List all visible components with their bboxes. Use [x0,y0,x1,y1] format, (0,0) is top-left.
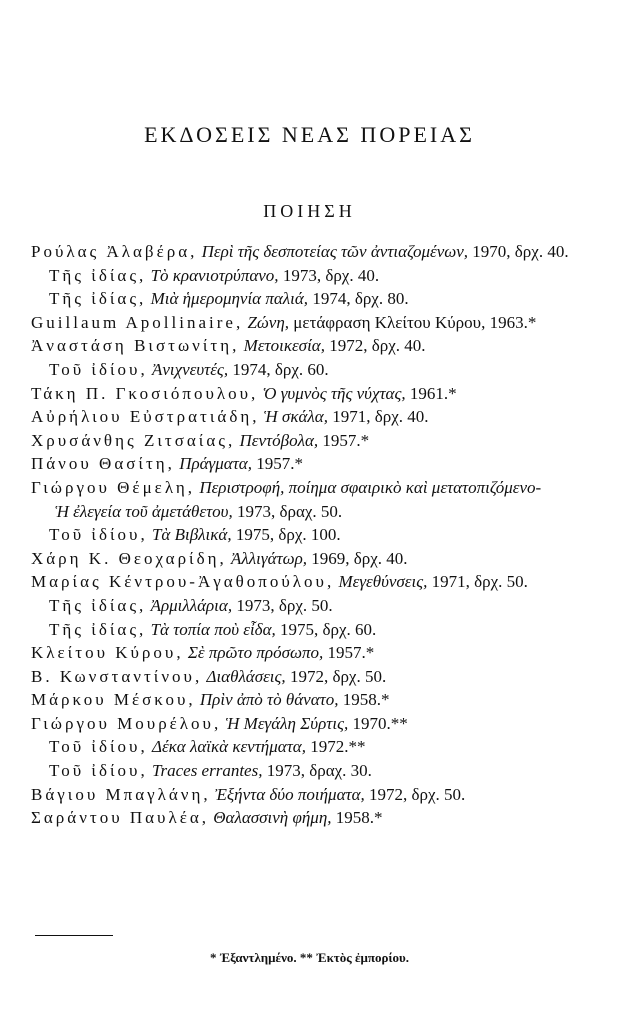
book-title: Μεγεθύνσεις, [338,572,428,592]
list-item [31,547,596,571]
author-name: Χρυσάνθης Ζιτσαίας, [31,430,236,450]
book-title: Μιὰ ἡμερομηνία παλιά, [150,289,309,309]
book-details: 1961.* [405,383,457,403]
book-title: Traces errantes, [151,761,263,781]
book-details: 1971, δρχ. 40. [327,407,429,427]
list-item [31,382,596,406]
list-item [31,783,596,807]
book-details: 1958.* [331,808,383,828]
book-title: Σὲ πρῶτο πρόσωπο, [187,643,324,663]
book-details: 1974, δρχ. 80. [308,289,409,309]
book-title: Πράγματα, [179,454,252,474]
author-name: Κλείτου Κύρου, [31,643,184,663]
list-item [31,240,596,264]
list-item [31,452,596,476]
author-name: Τοῦ ἰδίου, [49,761,148,781]
book-details: 1969, δρχ. 40. [307,548,408,568]
author-name: Βάγιου Μπαγλάνη, [31,784,211,804]
book-title: Περὶ τῆς δεσποτείας τῶν ἀντιαζομένων, [201,242,469,261]
book-details: 1972.** [305,737,366,757]
list-item [31,759,596,783]
book-title: Ὁ γυμνὸς τῆς νύχτας, [262,383,406,403]
book-details: 1972, δρχ. 40. [324,336,426,356]
author-name: Γιώργου Θέμελη, [31,477,196,497]
list-item [31,618,596,642]
book-details: 1957.* [251,454,303,474]
author-name: Τῆς ἰδίας, [49,595,147,615]
list-item [31,500,596,524]
author-name: Τῆς ἰδίας, [49,289,147,309]
book-details: 1975, δρχ. 100. [231,525,341,545]
list-item [31,476,596,500]
list-item [31,429,596,453]
book-details: 1970, δρχ. 40. [468,242,569,261]
list-item [31,641,596,665]
list-item [31,594,596,618]
list-item [31,334,596,358]
book-title: Ἀνιχνευτές, [151,359,229,379]
list-item [31,287,596,311]
author-name: Τῆς ἰδίας, [49,619,147,639]
author-name: Ρούλας Ἀλαβέρα, [31,242,198,261]
author-name: Ἀναστάση Βιστωνίτη, [31,336,240,356]
author-name: Guillaum Apollinaire, [31,312,244,332]
book-title: Ἐξήντα δύο ποιήματα, [214,784,365,804]
author-name: Τάκη Π. Γκοσιόπουλου, [31,383,259,403]
author-name: Πάνου Θασίτη, [31,454,175,474]
author-name: Μάρκου Μέσκου, [31,690,196,710]
book-title: Δέκα λαϊκὰ κεντήματα, [151,737,306,757]
book-details: 1973, δρχ. 40. [278,265,380,285]
author-name: Μαρίας Κέντρου-Ἀγαθοπούλου, [31,572,335,592]
book-details: 1958.* [338,690,390,710]
list-item [31,264,596,288]
book-details: 1973, δραχ. 30. [262,761,372,781]
list-item [31,570,596,594]
book-details: 1974, δρχ. 60. [228,359,329,379]
book-title: Ἡ σκάλα, [263,407,328,427]
book-title: Ἀλλιγάτωρ, [231,548,307,568]
footnote: * Ἐξαντλημένο. ** Ἐκτὸς ἐμπορίου. [209,950,410,965]
author-name: Τοῦ ἰδίου, [49,737,148,757]
book-title: Θαλασσινὴ φήμη, [213,808,332,828]
book-list [31,240,596,830]
list-item [31,405,596,429]
book-details: 1975, δρχ. 60. [275,619,377,639]
book-details: 1971, δρχ. 50. [427,572,528,592]
book-details: 1957.* [318,430,370,450]
footnote-divider [35,935,113,936]
section-heading: ΠΟΙΗΣΗ [263,201,356,221]
book-title: Πεντόβολα, [239,430,319,450]
book-details: μετάφραση Κλείτου Κύρου, 1963.* [289,312,537,332]
author-name: Χάρη Κ. Θεοχαρίδη, [31,548,227,568]
book-title: Τὰ τοπία ποὺ εἶδα, [150,619,276,639]
list-item [31,358,596,382]
book-details: 1957.* [323,643,375,663]
book-title: Ζώνη, [247,312,289,332]
book-title: Διαθλάσεις, [206,666,286,686]
list-item [31,523,596,547]
book-title: Ἀρμιλλάρια, [150,595,233,615]
list-item [31,311,596,335]
list-item [31,806,596,830]
book-details: 1972, δρχ. 50. [364,784,466,804]
author-name: Αὐρήλιου Εὐστρατιάδη, [31,407,260,427]
book-details: 1970.** [348,713,408,733]
book-title: Μετοικεσία, [243,336,325,356]
book-title: Ἡ Μεγάλη Σύρτις, [225,713,349,733]
author-name: Τοῦ ἰδίου, [49,359,148,379]
author-name: Τοῦ ἰδίου, [49,525,148,545]
book-title: Πρὶν ἀπὸ τὸ θάνατο, [199,690,339,710]
list-item [31,665,596,689]
author-name: Τῆς ἰδίας, [49,265,147,285]
author-name: Σαράντου Παυλέα, [31,808,210,828]
list-item [31,735,596,759]
book-title: Περιστροφή, ποίημα σφαιρικὸ καὶ μετατοπιζόμενο- [199,477,542,497]
book-details: 1973, δρχ. 50. [232,595,333,615]
list-item [31,712,596,736]
book-title: Τὰ Βιβλικά, [151,525,232,545]
book-title: Τὸ κρανιοτρύπανο, [150,265,279,285]
book-details: 1972, δρχ. 50. [285,666,387,686]
author-name: Γιώργου Μουρέλου, [31,713,222,733]
book-details: 1973, δραχ. 50. [232,501,343,521]
book-title: Ἡ ἐλεγεία τοῦ ἀμετάθετου, [55,501,233,521]
list-item [31,688,596,712]
publisher-heading: ΕΚΔΟΣΕΙΣ ΝΕΑΣ ΠΟΡΕΙΑΣ [144,122,475,147]
author-name: Β. Κωνσταντίνου, [31,666,203,686]
